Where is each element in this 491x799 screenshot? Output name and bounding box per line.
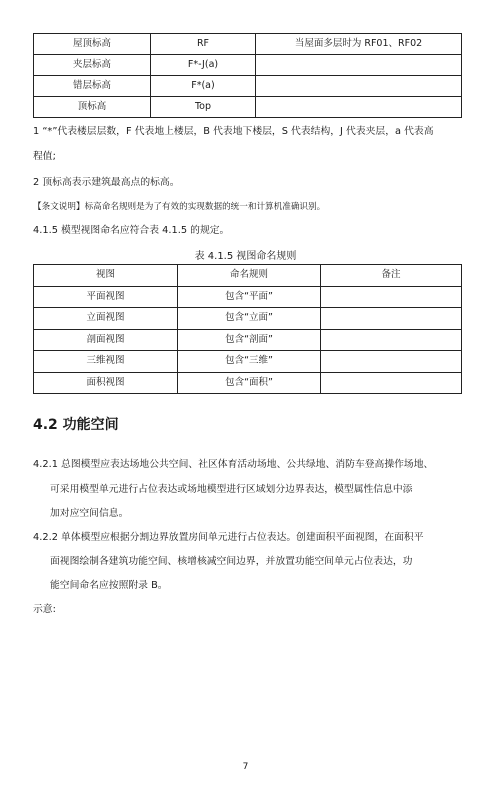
table-cell: 包含“平面” [178,286,321,308]
section-heading: 4.2 功能空间 [33,417,119,433]
table-cell: 立面视图 [34,308,178,330]
table-header-row [34,265,462,287]
table-cell [321,329,462,351]
clause-4-2-2-line-1: 4.2.2 单体模型应根据分割边界放置房间单元进行占位表达。创建面积平面视图，在面积平 [33,532,424,543]
table-cell: 剖面视图 [34,329,178,351]
table-cell: F*(a) [151,76,256,97]
column-header: 命名规则 [178,265,321,287]
table-cell: RF [151,34,256,55]
table-cell [321,308,462,330]
clause-4-2-1-line-2: 可采用模型单元进行占位表达或场地模型进行区域划分边界表达，模型属性信息中添 [50,484,413,495]
table-cell: 三维视图 [34,351,178,373]
note-1-line-1: 1 “*”代表楼层层数，F 代表地上楼层，B 代表地下楼层，S 代表结构，J 代表夹层，a 代表高 [33,126,434,137]
table-caption: 表 4.1.5 视图命名规则 [194,251,297,262]
view-naming-table [33,264,462,394]
clause-4-2-2-line-3: 能空间命名应按照附录 B。 [50,580,168,591]
note-1-line-2: 程值; [33,151,56,162]
table-cell: 包含“剖面” [178,329,321,351]
table-row [34,329,462,351]
table-cell: 错层标高 [34,76,151,97]
table-cell: 夹层标高 [34,55,151,76]
table-cell [321,351,462,373]
table-row [34,76,462,97]
column-header: 视图 [34,265,178,287]
table-cell: 面积视图 [34,372,178,394]
illustration-label: 示意: [33,604,56,615]
clause-4-2-1-line-1: 4.2.1 总图模型应表达场地公共空间、社区体育活动场地、公共绿地、消防车登高操作场地、 [33,459,434,470]
table-cell [321,286,462,308]
table-cell: 屋顶标高 [34,34,151,55]
clause-4-2-2-line-2: 面视图绘制各建筑功能空间、核增核减空间边界，并放置功能空间单元占位表达，功 [50,556,413,567]
table-row [34,351,462,373]
clause-explanation: 【条文说明】标高命名规则是为了有效的实现数据的统一和计算机准确识别。 [33,202,326,212]
clause-4-2-1-line-3: 加对应空间信息。 [50,508,129,519]
table-row [34,308,462,330]
table-cell [256,76,462,97]
table-cell: 平面视图 [34,286,178,308]
elevation-naming-table [33,33,462,118]
table-row [34,372,462,394]
table-row [34,34,462,55]
table-row [34,97,462,118]
table-cell: F*-J(a) [151,55,256,76]
page-number: 7 [242,762,249,772]
table-cell [256,55,462,76]
table-cell [321,372,462,394]
note-2: 2 顶标高表示建筑最高点的标高。 [33,177,180,188]
table-cell: 顶标高 [34,97,151,118]
table-cell: 当屋面多层时为 RF01、RF02 [256,34,462,55]
table-cell: 包含“立面” [178,308,321,330]
table-cell [256,97,462,118]
clause-4-1-5: 4.1.5 模型视图命名应符合表 4.1.5 的规定。 [33,225,230,236]
table-cell: Top [151,97,256,118]
column-header: 备注 [321,265,462,287]
table-cell: 包含“三维” [178,351,321,373]
table-row [34,55,462,76]
table-cell: 包含“面积” [178,372,321,394]
table-row [34,286,462,308]
